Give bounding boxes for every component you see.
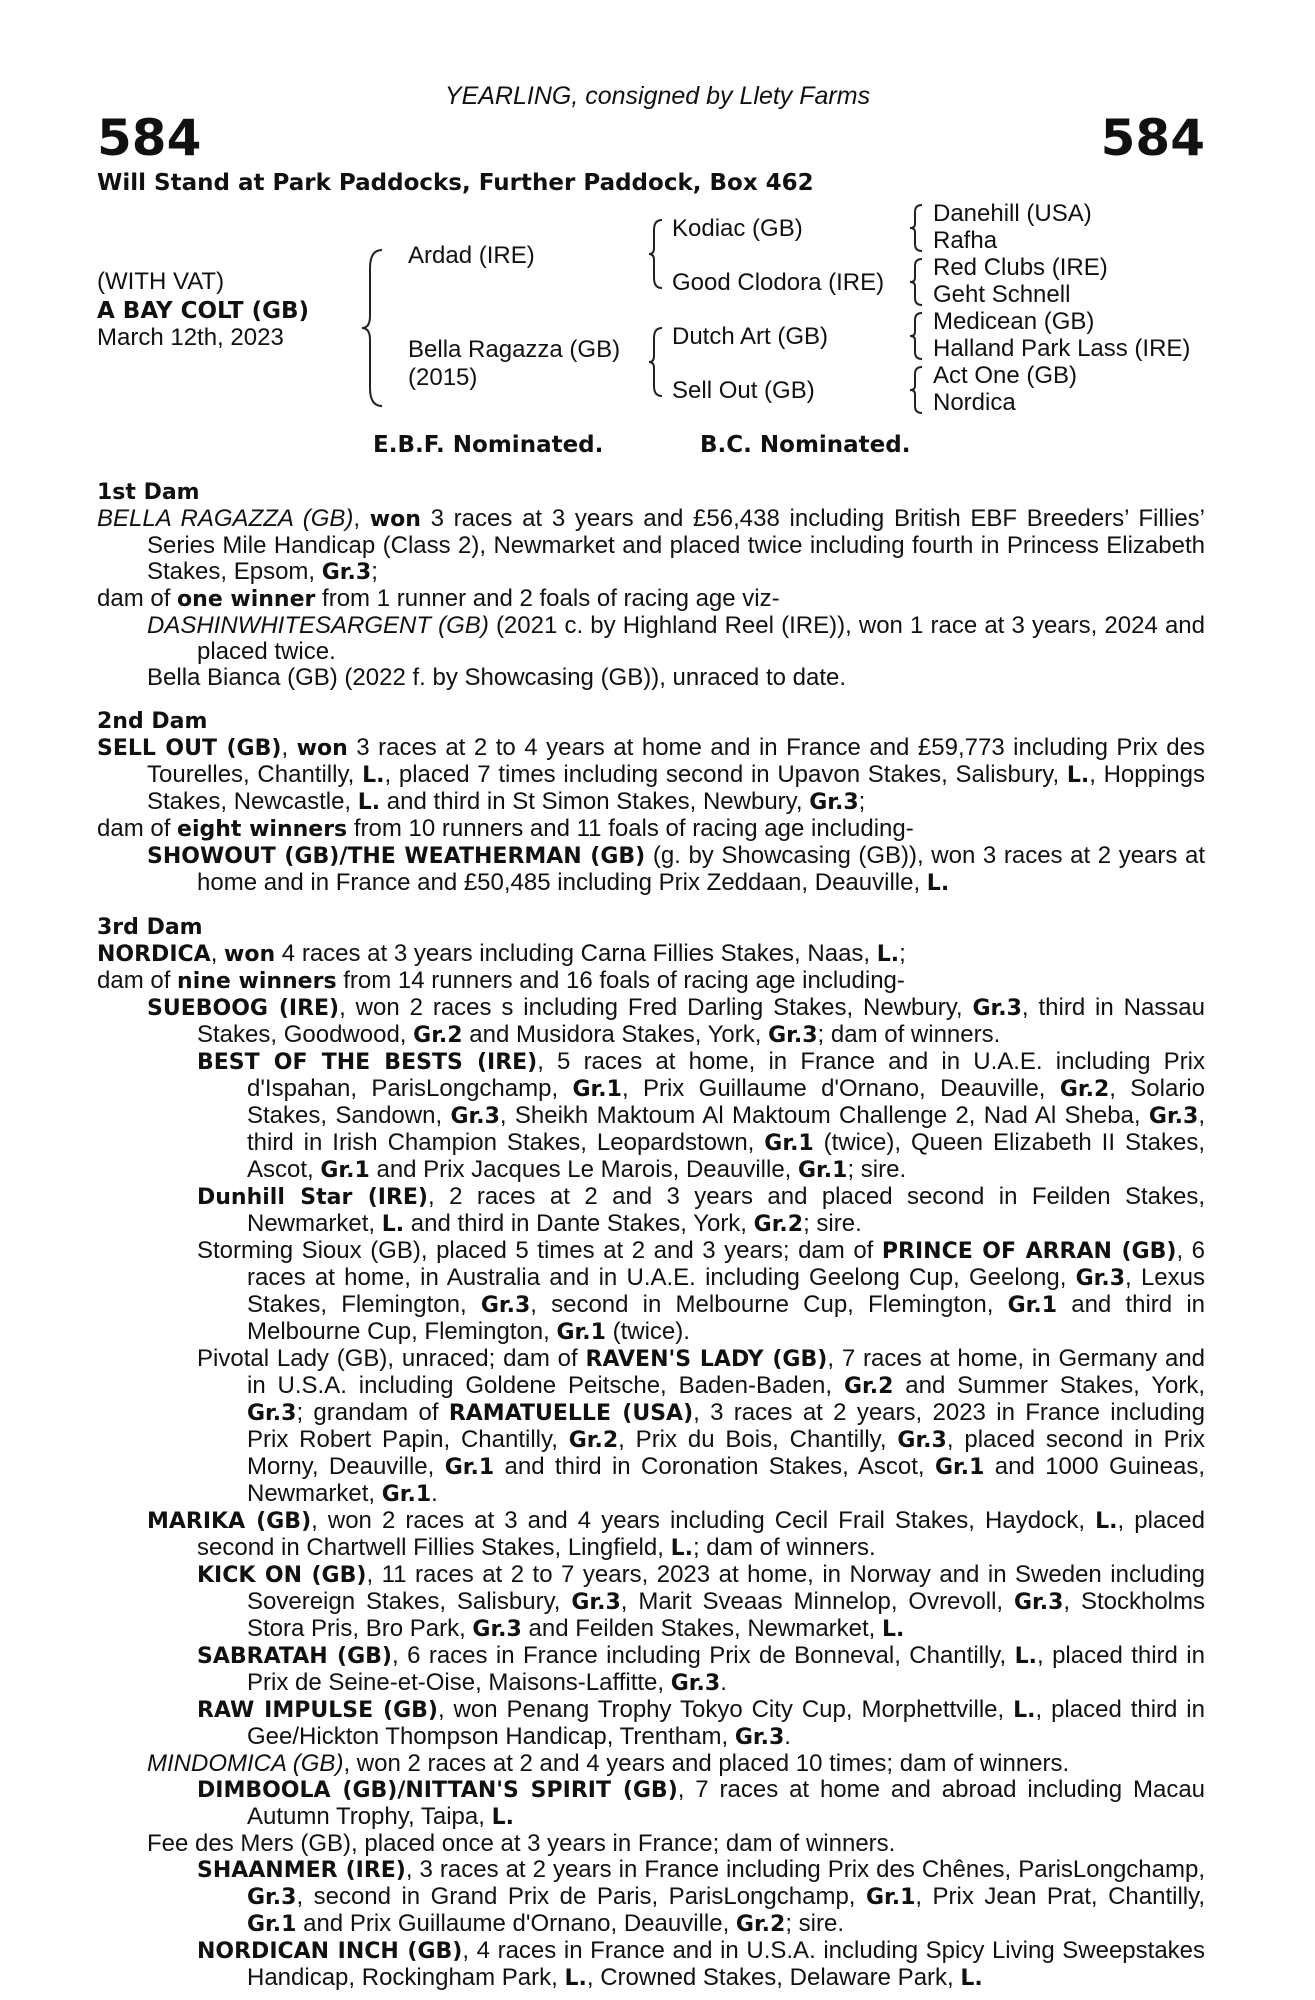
text-run: , 6 races at home, in Australia and in U.A.E. including Geelong Cup, Geelong, [247, 1237, 1206, 1291]
text-run: (twice), Queen Elizabeth II Stakes, Ascot, [247, 1129, 1205, 1183]
pedigree-brace-g3 [908, 311, 924, 366]
pedigree-paragraph [97, 816, 1205, 843]
bold-text: Dunhill Star (IRE) [197, 1185, 428, 1210]
text-run: , placed second in Chartwell Fillies Stakes, Lingfield, [197, 1507, 1205, 1561]
text-run: and third in Dante Stakes, York, [404, 1210, 754, 1237]
text-run: Fee des Mers (GB), placed once at 3 years in France; dam of winners. [147, 1830, 896, 1857]
bold-text: L. [381, 1212, 405, 1237]
text-run: (g. by Showcasing (GB)), won 3 races at 2 years at home and in France and £50,485 including Prix Zeddaan, Deauville, [197, 842, 1206, 896]
text-run: Storming Sioux (GB), placed 5 times at 2 and 3 years; dam of [197, 1237, 882, 1264]
section-heading: 3rd Dam [97, 915, 203, 940]
pedigree-dam-year: (2015) [408, 364, 478, 391]
bold-text: Gr.3 [768, 1023, 818, 1048]
bold-text: Gr.2 [843, 1374, 894, 1399]
text-run: , 6 races in France including Prix de Bonneval, Chantilly, [391, 1642, 1015, 1669]
pedigree-brace-g2 [908, 257, 924, 312]
bold-text: won [296, 736, 348, 761]
pedigree-paragraph [97, 613, 1205, 665]
pedigree-paragraph [97, 1184, 1205, 1238]
bold-text: Gr.3 [1075, 1266, 1126, 1291]
pedigree-brace-main [360, 248, 390, 413]
text-run: , Prix Guillaume d'Ornano, Deauville, [621, 1075, 1060, 1102]
bold-text: L. [882, 1617, 905, 1642]
text-run: ; [858, 788, 866, 815]
bold-text: NORDICA [97, 942, 211, 967]
text-run: , 7 races at home, in Germany and in U.S.A. including Goldene Peitsche, Baden-Baden, [247, 1345, 1206, 1399]
pedigree-paragraph [97, 1049, 1205, 1184]
text-run: ; [899, 940, 906, 967]
bold-text: L. [1066, 763, 1090, 788]
text-run: and Summer Stakes, York, [893, 1372, 1206, 1399]
bold-text: Gr.1 [381, 1482, 432, 1507]
text-run: dam of [97, 967, 178, 994]
text-run: 3 races at 2 to 4 years at home and in France and £59,773 including Prix des Tourelles, Chantilly, [147, 734, 1205, 788]
bold-text: Gr.2 [753, 1212, 804, 1237]
text-run: from 1 runner and 2 foals of racing age viz- [315, 585, 780, 612]
pedigree-paragraph [97, 995, 1205, 1049]
text-run: 4 races at 3 years including Carna Fillies Stakes, Naas, [275, 940, 877, 967]
bold-text: KICK ON (GB) [197, 1563, 367, 1588]
pedigree-paragraph [97, 506, 1205, 586]
bold-text: SUEBOOG (IRE) [147, 996, 340, 1021]
text-run: , Sheikh Maktoum Al Maktoum Challenge 2, Nad Al Sheba, [499, 1102, 1149, 1129]
text-run: , 3 races at 2 years, 2023 in France including Prix Robert Papin, Chantilly, [247, 1399, 1205, 1453]
text-run: Bella Bianca (GB) (2022 f. by Showcasing (GB)), unraced to date. [147, 664, 847, 691]
bold-text: Gr.1 [1007, 1293, 1058, 1318]
text-run: (2021 c. by Highland Reel (IRE)), won 1 race at 3 years, 2024 and placed twice. [197, 612, 1205, 665]
text-run: and Feilden Stakes, Newmarket, [521, 1615, 883, 1642]
text-run: and Prix Jacques Le Marois, Deauville, [369, 1156, 798, 1183]
text-run: , won 2 races at 2 and 4 years and placed 10 times; dam of winners. [343, 1750, 1070, 1777]
pedigree-sire-dam: Good Clodora (IRE) [672, 269, 885, 296]
pedigree-dam: Bella Ragazza (GB) [408, 336, 621, 363]
text-run: , 2 races at 2 and 3 years and placed second in Feilden Stakes, Newmarket, [247, 1183, 1206, 1237]
pedigree-paragraph [97, 665, 1205, 691]
pedigree-brace-g1 [908, 203, 924, 258]
text-run: , Prix du Bois, Chantilly, [618, 1426, 898, 1453]
pedigree-paragraph [97, 968, 1205, 995]
bold-text: Gr.3 [734, 1725, 785, 1750]
text-run: 3 races at 3 years and £56,438 including British EBF Breeders’ Fillies’ Series Mile Handicap (Class 2), Newmarket and placed twice including fourth in Princess Elizabeth Stakes, Epsom, [147, 505, 1205, 585]
text-run: ; sire. [785, 1910, 845, 1937]
text-run: , placed third in Gee/Hickton Thompson Handicap, Trentham, [247, 1696, 1205, 1750]
text-run: , second in Melbourne Cup, Flemington, [530, 1291, 1008, 1318]
bold-text: won [369, 507, 421, 532]
text-run: , won Penang Trophy Tokyo City Cup, Morphettville, [437, 1696, 1014, 1723]
italic-text: BELLA RAGAZZA (GB) [97, 505, 354, 532]
pedigree-paragraph [97, 843, 1205, 897]
bold-text: Gr.2 [568, 1428, 619, 1453]
text-run: . [720, 1669, 727, 1696]
bold-text: Gr.3 [972, 996, 1022, 1021]
pedigree-brace-dam [648, 326, 664, 403]
vat-note: (WITH VAT) [97, 268, 225, 295]
lot-number-right: 584 [1100, 109, 1205, 167]
pedigree-paragraph [97, 1346, 1205, 1508]
text-run: , Solario Stakes, Sandown, [247, 1075, 1205, 1129]
text-run: Pivotal Lady (GB), unraced; dam of [197, 1345, 586, 1372]
bold-text: Gr.3 [1148, 1104, 1199, 1129]
pedigree-paragraph [97, 1938, 1205, 1992]
text-run: . [431, 1480, 438, 1507]
ebf-nomination: E.B.F. Nominated. [373, 432, 604, 458]
text-run: dam of [97, 585, 178, 612]
pedigree-paragraph [97, 1857, 1205, 1938]
pedigree-paragraph [97, 1777, 1205, 1831]
text-run: , won 2 races s including Fred Darling Stakes, Newbury, [339, 994, 973, 1021]
bold-text: Gr.3 [321, 560, 372, 585]
pedigree-paragraph [97, 1508, 1205, 1562]
text-run: and third in Melbourne Cup, Flemington, [247, 1291, 1206, 1345]
text-run: (twice). [605, 1318, 690, 1345]
bold-text: won [224, 942, 276, 967]
bold-text: SHOWOUT (GB)/THE WEATHERMAN (GB) [147, 844, 646, 869]
pedigree-brace-sire [648, 218, 664, 295]
text-run: , Hoppings Stakes, Newcastle, [147, 761, 1206, 815]
bold-text: Gr.3 [809, 790, 859, 815]
text-run: , [281, 734, 297, 761]
pedigree-gen4-8: Nordica [933, 389, 1016, 416]
bold-text: Gr.3 [472, 1617, 522, 1642]
text-run: and third in St Simon Stakes, Newbury, [380, 788, 810, 815]
italic-text: DASHINWHITESARGENT (GB) [147, 612, 489, 639]
bold-text: L. [960, 1966, 983, 1991]
bold-text: Gr.3 [247, 1401, 297, 1426]
text-run: ; sire. [847, 1156, 907, 1183]
text-run: , Lexus Stakes, Flemington, [247, 1264, 1205, 1318]
bold-text: Gr.1 [444, 1455, 495, 1480]
pedigree-paragraph [97, 1562, 1205, 1643]
pedigree-paragraph [97, 586, 1205, 613]
bold-text: Gr.3 [480, 1293, 531, 1318]
bold-text: L. [1013, 1698, 1036, 1723]
italic-text: MINDOMICA (GB) [147, 1750, 344, 1777]
bold-text: SABRATAH (GB) [197, 1644, 392, 1669]
pedigree-paragraph [97, 1751, 1205, 1777]
pedigree-brace-g4 [908, 365, 924, 420]
bold-text: L. [564, 1966, 587, 1991]
bold-text: Gr.1 [320, 1158, 370, 1183]
text-run: , Marit Sveaas Minnelop, Ovrevoll, [620, 1588, 1014, 1615]
text-run: from 10 runners and 11 foals of racing age including- [347, 815, 914, 842]
bold-text: RAW IMPULSE (GB) [197, 1698, 438, 1723]
lot-number-left: 584 [97, 109, 202, 167]
text-run: , Crowned Stakes, Delaware Park, [586, 1964, 961, 1991]
text-run: and 1000 Guineas, Newmarket, [247, 1453, 1206, 1507]
dam-line-text [97, 480, 1205, 1992]
text-run: , 7 races at home and abroad including Macau Autumn Trophy, Taipa, [247, 1776, 1206, 1830]
pedigree-paragraph [97, 941, 1205, 968]
text-run: , 3 races at 2 years in France including Prix des Chênes, ParisLongchamp, [405, 1856, 1205, 1883]
bold-text: Gr.1 [865, 1885, 916, 1910]
text-run: , placed second in Prix Morny, Deauville, [247, 1426, 1206, 1480]
stand-location: Will Stand at Park Paddocks, Further Paddock, Box 462 [97, 170, 814, 196]
bold-text: Gr.3 [897, 1428, 947, 1453]
text-run: , [353, 505, 370, 532]
pedigree-paragraph [97, 1831, 1205, 1857]
bold-text: Gr.2 [735, 1912, 786, 1937]
bold-text: Gr.2 [1059, 1077, 1110, 1102]
bold-text: Gr.3 [1013, 1590, 1064, 1615]
text-run: and Musidora Stakes, York, [462, 1021, 769, 1048]
bold-text: DIMBOOLA (GB)/NITTAN'S SPIRIT (GB) [197, 1778, 678, 1803]
pedigree-gen4-1: Danehill (USA) [933, 200, 1092, 227]
text-run: , placed 7 times including second in Upavon Stakes, Salisbury, [384, 761, 1067, 788]
bold-text: eight winners [177, 817, 348, 842]
bold-text: NORDICAN INCH (GB) [197, 1939, 463, 1964]
text-run: , 5 races at home, in France and in U.A.E. including Prix d'Ispahan, ParisLongchamp, [247, 1048, 1205, 1102]
pedigree-gen4-6: Halland Park Lass (IRE) [933, 335, 1191, 362]
section-heading: 2nd Dam [97, 709, 208, 734]
pedigree-sire-sire: Kodiac (GB) [672, 215, 803, 242]
pedigree-paragraph [97, 1643, 1205, 1697]
bold-text: Gr.1 [247, 1912, 297, 1937]
text-run: and third in Coronation Stakes, Ascot, [494, 1453, 935, 1480]
bold-text: SELL OUT (GB) [97, 736, 282, 761]
pedigree-paragraph [97, 735, 1205, 816]
bold-text: Gr.1 [556, 1320, 606, 1345]
pedigree-gen4-4: Geht Schnell [933, 281, 1071, 308]
pedigree-gen4-2: Rafha [933, 227, 998, 254]
text-run: , third in Irish Champion Stakes, Leopardstown, [247, 1102, 1205, 1156]
text-run: ; dam of winners. [817, 1021, 1001, 1048]
bold-text: L. [362, 763, 385, 788]
text-run: , won 2 races at 3 and 4 years including Cecil Frail Stakes, Haydock, [311, 1507, 1096, 1534]
text-run: , 4 races in France and in U.S.A. including Spicy Living Sweepstakes Handicap, Rockingham Park, [247, 1937, 1206, 1991]
pedigree-paragraph [97, 1238, 1205, 1346]
bold-text: nine winners [177, 969, 337, 994]
text-run: , placed third in Prix de Seine-et-Oise, Maisons-Laffitte, [247, 1642, 1205, 1696]
text-run: , third in Nassau Stakes, Goodwood, [197, 994, 1205, 1048]
foaling-date: March 12th, 2023 [97, 324, 284, 351]
bold-text: Gr.1 [764, 1131, 814, 1156]
bold-text: Gr.3 [450, 1104, 500, 1129]
pedigree-gen4-7: Act One (GB) [933, 362, 1078, 389]
text-run: ; sire. [803, 1210, 862, 1237]
bold-text: Gr.3 [247, 1885, 297, 1910]
text-run: ; dam of winners. [692, 1534, 876, 1561]
bold-text: RAMATUELLE (USA) [448, 1401, 694, 1426]
bold-text: L. [491, 1805, 514, 1830]
bold-text: Gr.2 [413, 1023, 463, 1048]
text-run: ; [371, 558, 378, 585]
bold-text: Gr.3 [571, 1590, 621, 1615]
text-run: , Prix Jean Prat, Chantilly, [915, 1883, 1206, 1910]
bold-text: Gr.1 [572, 1077, 622, 1102]
pedigree-sire: Ardad (IRE) [408, 242, 535, 269]
bold-text: BEST OF THE BESTS (IRE) [197, 1050, 538, 1075]
bold-text: L. [876, 942, 900, 967]
bold-text: Gr.1 [934, 1455, 985, 1480]
text-run: ; grandam of [296, 1399, 449, 1426]
catalogue-subtitle: YEARLING, consigned by Llety Farms [444, 82, 871, 110]
text-run: , [210, 940, 225, 967]
pedigree-dam-sire: Dutch Art (GB) [672, 323, 829, 350]
bold-text: L. [670, 1536, 693, 1561]
bold-text: MARIKA (GB) [147, 1509, 312, 1534]
text-run: , second in Grand Prix de Paris, ParisLongchamp, [296, 1883, 866, 1910]
text-run: dam of [97, 815, 178, 842]
text-run: and Prix Guillaume d'Ornano, Deauville, [296, 1910, 736, 1937]
bold-text: Gr.1 [798, 1158, 848, 1183]
bold-text: L. [357, 790, 381, 815]
bold-text: RAVEN'S LADY (GB) [585, 1347, 828, 1372]
horse-name: A BAY COLT (GB) [97, 298, 310, 324]
text-run: from 14 runners and 16 foals of racing age including- [336, 967, 905, 994]
bold-text: L. [926, 871, 950, 896]
pedigree-gen4-5: Medicean (GB) [933, 308, 1095, 335]
bold-text: PRINCE OF ARRAN (GB) [881, 1239, 1177, 1264]
bold-text: L. [1014, 1644, 1037, 1669]
bc-nomination: B.C. Nominated. [700, 432, 911, 458]
pedigree-dam-dam: Sell Out (GB) [672, 377, 815, 404]
section-heading: 1st Dam [97, 480, 200, 505]
text-run: , 11 races at 2 to 7 years, 2023 at home, in Norway and in Sweden including Sovereign Stakes, Salisbury, [247, 1561, 1206, 1615]
text-run: , Stockholms Stora Pris, Bro Park, [247, 1588, 1205, 1642]
bold-text: one winner [177, 587, 316, 612]
pedigree-gen4-3: Red Clubs (IRE) [933, 254, 1108, 281]
pedigree-paragraph [97, 1697, 1205, 1751]
bold-text: L. [1095, 1509, 1118, 1534]
bold-text: Gr.3 [670, 1671, 721, 1696]
text-run: . [784, 1723, 791, 1750]
bold-text: SHAANMER (IRE) [197, 1858, 406, 1883]
